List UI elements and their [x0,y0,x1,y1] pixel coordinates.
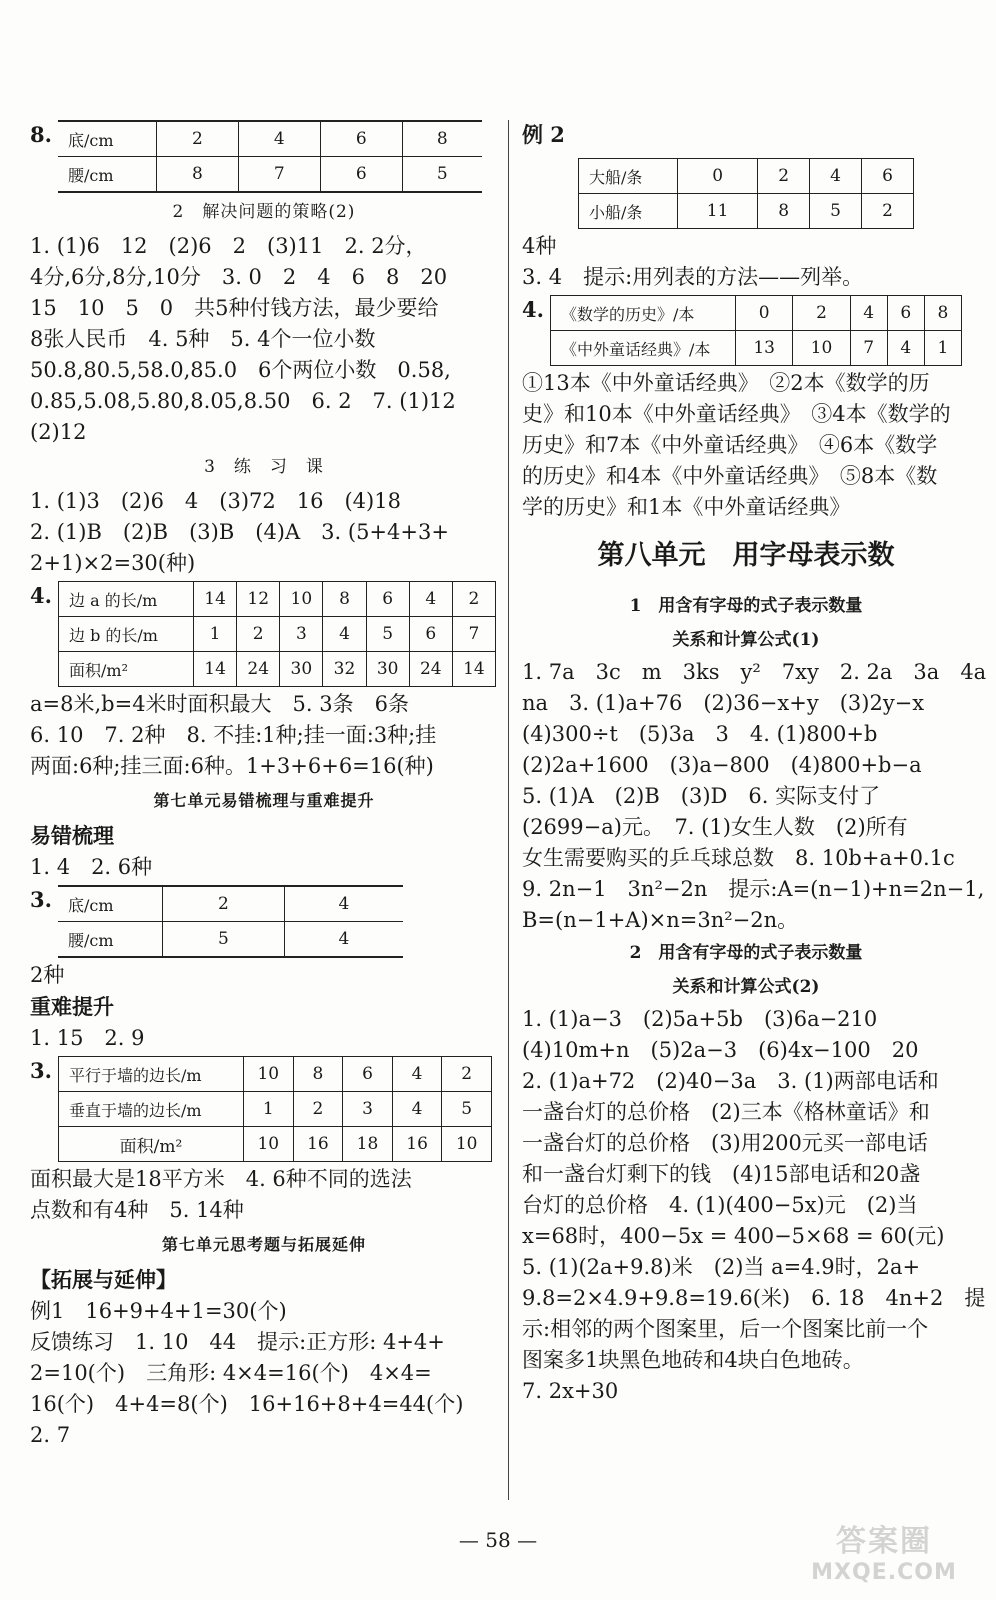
table-cell: 6 [862,159,914,194]
table-cell: 2 [237,617,280,652]
table-cell: 1 [924,331,961,366]
table-cell: 6 [320,157,402,193]
table-cell: 0 [678,159,758,194]
table-cell: 5 [402,157,482,193]
table-cell: 4 [810,159,862,194]
table-cell: 18 [343,1127,393,1162]
q4-table-block [30,581,498,687]
table-cell: 8 [402,121,482,157]
answer-line: 学的历史》和1本《中外童话经典》 [522,495,851,519]
table-cell: 底/cm [58,121,157,157]
table-cell: 3 [343,1092,393,1127]
answer-line: 9. 2n−1 3n²−2n 提示:A=(n−1)+n=2n−1, [522,877,985,901]
question-number: 8. [30,122,52,147]
answer-line: 2+1)×2=30(种) [30,551,196,575]
table-cell: 6 [409,617,452,652]
table-cell: 24 [409,652,452,687]
table-cell: 2 [452,582,495,617]
table-cell: 24 [237,652,280,687]
table-cell: 2 [442,1057,492,1092]
watermark-url: MXQE.COM [811,1560,957,1585]
answer-line: 反馈练习 1. 10 44 提示:正方形: 4+4+ [30,1330,445,1354]
q3b-table-block [30,1056,498,1162]
answer-line: na 3. (1)a+76 (2)36−x+y (3)2y−x [522,691,925,715]
answer-line: (2)2a+1600 (3)a−800 (4)800+b−a [522,753,922,777]
answer-line: 4种 [522,234,557,258]
q4r-table-block [522,295,970,366]
answer-line: 1. 7a 3c m 3ks y² 7xy 2. 2a 3a 4a [522,660,987,684]
answer-line: 4分,6分,8分,10分 3. 0 2 4 6 8 20 [30,265,448,289]
table-cell: 4 [409,582,452,617]
answer-line: 示:相邻的两个图案里，后一个图案比前一个 [522,1317,929,1341]
table-cell: 6 [887,296,924,331]
q3a-table-block [30,885,498,958]
table-cell: 16 [392,1127,442,1162]
answer-line: ①13本《中外童话经典》 ②2本《数学的历 [522,371,930,395]
table-cell: 小船/条 [579,194,678,229]
watermark-text: 答案圈 [836,1524,932,1559]
table-cell: 10 [442,1127,492,1162]
table-cell: 4 [392,1092,442,1127]
answer-line: 两面:6种;挂三面:6种。1+3+6+6=16(种) [30,754,434,778]
table-row [551,331,962,366]
table-cell: 7 [452,617,495,652]
answer-line: 2种 [30,963,65,987]
answer-line: a=8米,b=4米时面积最大 5. 3条 6条 [30,692,409,716]
table-row [58,922,403,958]
answer-line: 7. 2x+30 [522,1379,619,1403]
table-cell: 4 [284,922,403,958]
answer-line: 2. (1)B (2)B (3)B (4)A 3. (5+4+3+ [30,520,449,544]
table-cell: 边 b 的长/m [59,617,194,652]
table-cell: 《中外童话经典》/本 [551,331,736,366]
table-row [59,1057,492,1092]
table-cell: 5 [366,617,409,652]
table-cell: 4 [850,296,887,331]
table-cell: 垂直于墙的边长/m [59,1092,244,1127]
answer-line: 2=10(个) 三角形: 4×4=16(个) 4×4= [30,1361,432,1385]
answer-line: B=(n−1+A)×n=3n²−2n。 [522,908,799,932]
table-cell: 8 [323,582,366,617]
subsection-heading: 重难提升 [30,994,114,1019]
table-cell: 5 [163,922,285,958]
table-cell: 6 [343,1057,393,1092]
section-title: 3 练 习 课 [204,457,324,477]
answer-line: 和一盏台灯剩下的钱 (4)15部电话和20盏 [522,1162,921,1186]
table-row [551,296,962,331]
table-row [59,1092,492,1127]
section-title: 2 用含有字母的式子表示数量 [629,943,863,963]
table-cell: 14 [452,652,495,687]
answer-line: 例1 16+9+4+1=30(个) [30,1299,287,1323]
answer-line: 1. 4 2. 6种 [30,855,153,879]
table-cell: 13 [736,331,793,366]
question-number: 4. [30,583,52,608]
question-number: 4. [522,297,544,322]
table-cell: 10 [244,1057,294,1092]
subsection-heading: 【拓展与延伸】 [30,1267,177,1292]
q4-table [58,581,496,687]
table-row [58,886,403,922]
table-cell: 12 [237,582,280,617]
table-cell: 底/cm [58,886,163,922]
q4r-table [550,295,962,366]
table-cell: 5 [442,1092,492,1127]
ex2-table-block [522,120,970,229]
answer-line: 5. (1)A (2)B (3)D 6. 实际支付了 [522,784,881,808]
table-cell: 4 [392,1057,442,1092]
table-cell: 1 [244,1092,294,1127]
table-row [58,157,482,193]
table-cell: 7 [850,331,887,366]
answer-line: x=68时，400−5x = 400−5×68 = 60(元) [522,1224,945,1248]
section-subtitle: 关系和计算公式(1) [672,630,820,650]
table-cell: 2 [793,296,850,331]
table-cell: 7 [238,157,320,193]
table-cell: 8 [924,296,961,331]
table-cell: 2 [157,121,239,157]
table-cell: 2 [163,886,285,922]
answer-line: 8张人民币 4. 5种 5. 4个一位小数 [30,327,376,351]
answer-line: 点数和有4种 5. 14种 [30,1198,244,1222]
table-cell: 6 [366,582,409,617]
section-title: 第七单元思考题与拓展延伸 [161,1235,366,1254]
table-cell: 2 [862,194,914,229]
section-title: 2 解决问题的策略(2) [172,202,356,222]
table-cell: 边 a 的长/m [59,582,194,617]
answer-line: (4)10m+n (5)2a−3 (6)4x−100 20 [522,1038,919,1062]
answer-line: 一盏台灯的总价格 (3)用200元买一部电话 [522,1131,928,1155]
table-cell: 3 [280,617,323,652]
watermark-logo [784,1516,984,1586]
table-cell: 8 [293,1057,343,1092]
answer-line: 女生需要购买的乒乓球总数 8. 10b+a+0.1c [522,846,955,870]
answer-line: 0.85,5.08,5.80,8.05,8.50 6. 2 7. (1)12 [30,389,456,413]
table-cell: 8 [758,194,810,229]
answer-line: 台灯的总价格 4. (1)(400−5x)元 (2)当 [522,1193,918,1217]
table-cell: 10 [244,1127,294,1162]
table-row [579,159,914,194]
answer-line: 历史》和7本《中外童话经典》 ④6本《数学 [522,433,938,457]
right-column [522,118,987,1407]
table-cell: 32 [323,652,366,687]
answer-line: 1. (1)3 (2)6 4 (3)72 16 (4)18 [30,489,401,513]
ex2-table [578,158,914,229]
table-cell: 2 [758,159,810,194]
table-cell: 5 [810,194,862,229]
table-cell: 14 [194,652,237,687]
table-row [59,617,496,652]
column-divider [508,120,509,1500]
table-cell: 腰/cm [58,157,157,193]
table-row [59,1127,492,1162]
table-cell: 6 [320,121,402,157]
table-cell: 大船/条 [579,159,678,194]
answer-line: 史》和10本《中外童话经典》 ③4本《数学的 [522,402,951,426]
table-cell: 8 [157,157,239,193]
table-cell: 《数学的历史》/本 [551,296,736,331]
answer-line: 1. 15 2. 9 [30,1026,145,1050]
answer-line: 2. (1)a+72 (2)40−3a 3. (1)两部电话和 [522,1069,939,1093]
table-cell: 腰/cm [58,922,163,958]
table-row [59,582,496,617]
question-number: 3. [30,1058,52,1083]
answer-line: 图案多1块黑色地砖和4块白色地砖。 [522,1348,864,1372]
answer-line: 一盏台灯的总价格 (2)三本《格林童话》和 [522,1100,930,1124]
table-cell: 16 [293,1127,343,1162]
left-column [30,118,498,1451]
answer-line: 16(个) 4+4=8(个) 16+16+8+4=44(个) [30,1392,464,1416]
table-cell: 4 [887,331,924,366]
subsection-heading: 易错梳理 [30,823,114,848]
answer-line: 9.8=2×4.9+9.8=19.6(米) 6. 18 4n+2 提 [522,1286,986,1310]
answer-line: (2)12 [30,420,87,444]
answer-line: (4)300÷t (5)3a 3 4. (1)800+b [522,722,878,746]
table-row [58,121,482,157]
table-cell: 30 [280,652,323,687]
table-cell: 0 [736,296,793,331]
table-cell: 11 [678,194,758,229]
table-cell: 1 [194,617,237,652]
answer-line: 3. 4 提示:用列表的方法——列举。 [522,265,864,289]
q8-table [58,120,482,193]
unit-title: 第八单元 用字母表示数 [597,540,895,571]
answer-line: (2699−a)元。 7. (1)女生人数 (2)所有 [522,815,908,839]
page-number: — 58 — [458,1528,538,1552]
section-title: 第七单元易错梳理与重难提升 [153,791,375,810]
table-cell: 14 [194,582,237,617]
table-cell: 10 [793,331,850,366]
section-title: 1 用含有字母的式子表示数量 [629,596,863,616]
answer-line: 15 10 5 0 共5种付钱方法，最少要给 [30,296,439,320]
section-subtitle: 关系和计算公式(2) [672,977,820,997]
table-cell: 面积/m² [59,1127,244,1162]
table-cell: 4 [323,617,366,652]
example-label: 例 2 [522,122,565,147]
table-cell: 面积/m² [59,652,194,687]
table-cell: 30 [366,652,409,687]
table-cell: 10 [280,582,323,617]
table-cell: 4 [238,121,320,157]
answer-line: 1. (1)a−3 (2)5a+5b (3)6a−210 [522,1007,878,1031]
answer-line: 的历史》和4本《中外童话经典》 ⑤8本《数 [522,464,938,488]
answer-line: 1. (1)6 12 (2)6 2 (3)11 2. 2分， [30,234,427,258]
answer-line: 2. 7 [30,1423,71,1447]
answer-line: 面积最大是18平方米 4. 6种不同的选法 [30,1167,412,1191]
answer-line: 50.8,80.5,58.0,85.0 6个两位小数 0.58, [30,358,451,382]
table-row [59,652,496,687]
table-cell: 平行于墙的边长/m [59,1057,244,1092]
q8-table-block [30,120,498,193]
q3a-table [58,885,403,958]
question-number: 3. [30,887,52,912]
q3b-table [58,1056,492,1162]
table-cell: 2 [293,1092,343,1127]
answer-line: 5. (1)(2a+9.8)米 (2)当 a=4.9时，2a+ [522,1255,921,1279]
table-cell: 4 [284,886,403,922]
table-row [579,194,914,229]
answer-line: 6. 10 7. 2种 8. 不挂:1种;挂一面:3种;挂 [30,723,437,747]
